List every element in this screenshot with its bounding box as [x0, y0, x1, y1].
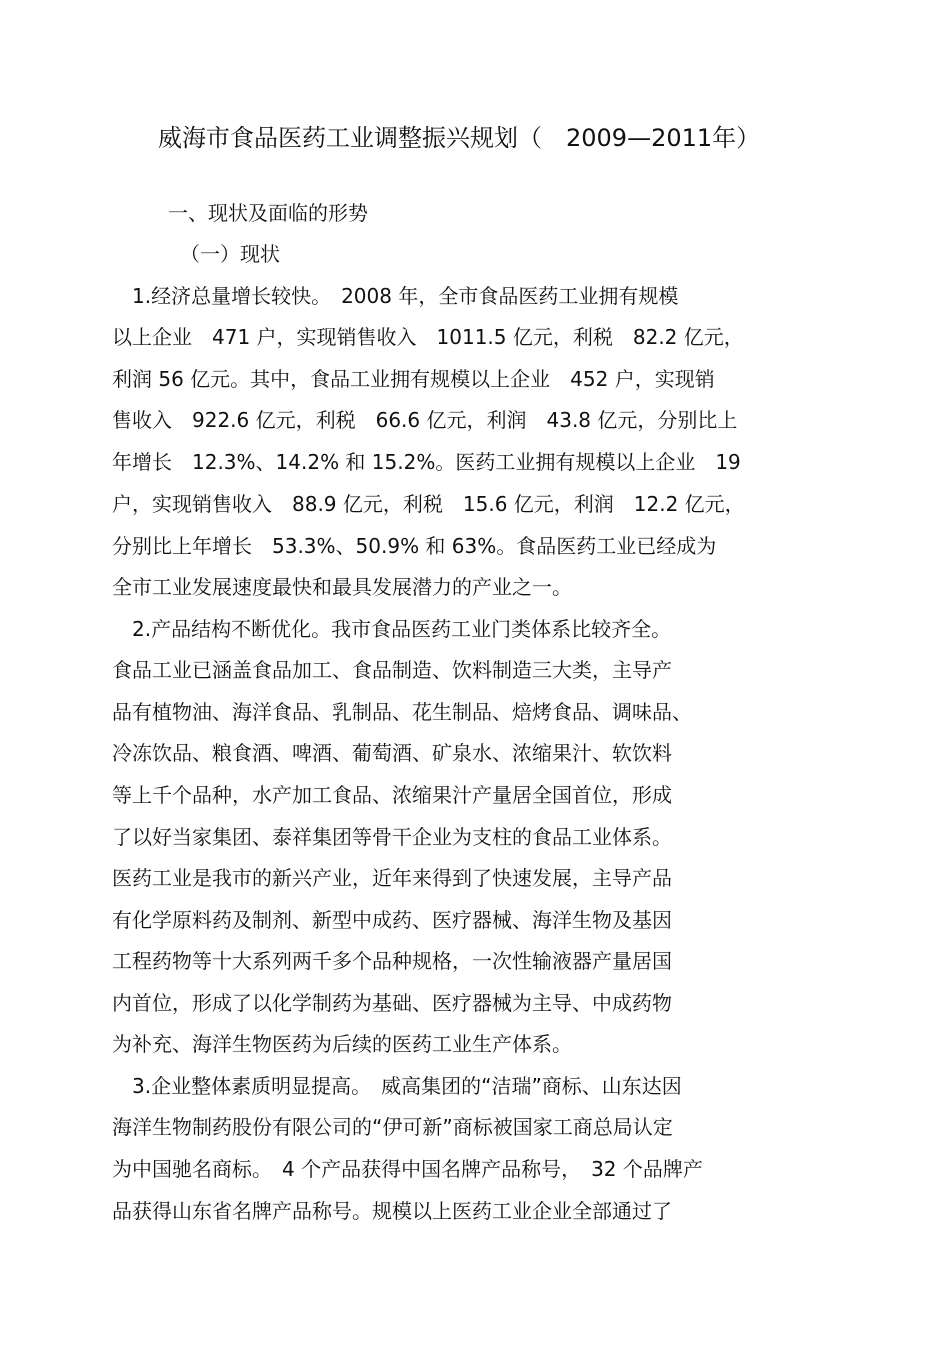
body-line: 全市工业发展速度最快和最具发展潜力的产业之一。: [112, 575, 572, 599]
body-line: 分别比上年增长 53.3%、50.9% 和 63%。食品医药工业已经成为: [112, 534, 717, 558]
body-line: 1.经济总量增长较快。 2008 年，全市食品医药工业拥有规模: [112, 284, 679, 308]
body-line: 品有植物油、海洋食品、乳制品、花生制品、焙烤食品、调味品、: [112, 700, 692, 724]
body-line: 有化学原料药及制剂、新型中成药、医疗器械、海洋生物及基因: [112, 908, 672, 932]
body-line: 利润 56 亿元。其中，食品工业拥有规模以上企业 452 户，实现销: [112, 367, 715, 391]
body-line: 了以好当家集团、泰祥集团等骨干企业为支柱的食品工业体系。: [112, 825, 672, 849]
body-line: 工程药物等十大系列两千多个品种规格，一次性输液器产量居国: [112, 949, 672, 973]
body-line: 售收入 922.6 亿元，利税 66.6 亿元，利润 43.8 亿元，分别比上: [112, 408, 738, 432]
body-line: 以上企业 471 户，实现销售收入 1011.5 亿元，利税 82.2 亿元，: [112, 325, 744, 349]
section-heading: 一、现状及面临的形势: [168, 201, 368, 225]
body-line: 2.产品结构不断优化。我市食品医药工业门类体系比较齐全。: [112, 617, 672, 641]
body-line: 年增长 12.3%、14.2% 和 15.2%。医药工业拥有规模以上企业 19: [112, 450, 741, 474]
body-line: 3.企业整体素质明显提高。 威高集团的“洁瑞”商标、山东达因: [112, 1074, 682, 1098]
body-line: 医药工业是我市的新兴产业，近年来得到了快速发展，主导产品: [112, 866, 672, 890]
body-line: 等上千个品种，水产加工食品、浓缩果汁产量居全国首位，形成: [112, 783, 672, 807]
body-line: 海洋生物制药股份有限公司的“伊可新”商标被国家工商总局认定: [112, 1115, 673, 1139]
body-line: 户，实现销售收入 88.9 亿元，利税 15.6 亿元，利润 12.2 亿元，: [112, 492, 745, 516]
document-title: 威海市食品医药工业调整振兴规划（ 2009—2011年）: [158, 124, 761, 152]
body-line: 为中国驰名商标。 4 个产品获得中国名牌产品称号， 32 个品牌产: [112, 1157, 703, 1181]
body-line: 食品工业已涵盖食品加工、食品制造、饮料制造三大类，主导产: [112, 658, 672, 682]
subsection-heading: （一）现状: [180, 242, 280, 266]
body-line: 内首位，形成了以化学制药为基础、医疗器械为主导、中成药物: [112, 991, 672, 1015]
body-line: 为补充、海洋生物医药为后续的医药工业生产体系。: [112, 1032, 572, 1056]
body-line: 品获得山东省名牌产品称号。规模以上医药工业企业全部通过了: [112, 1199, 672, 1223]
body-line: 冷冻饮品、粮食酒、啤酒、葡萄酒、矿泉水、浓缩果汁、软饮料: [112, 741, 672, 765]
